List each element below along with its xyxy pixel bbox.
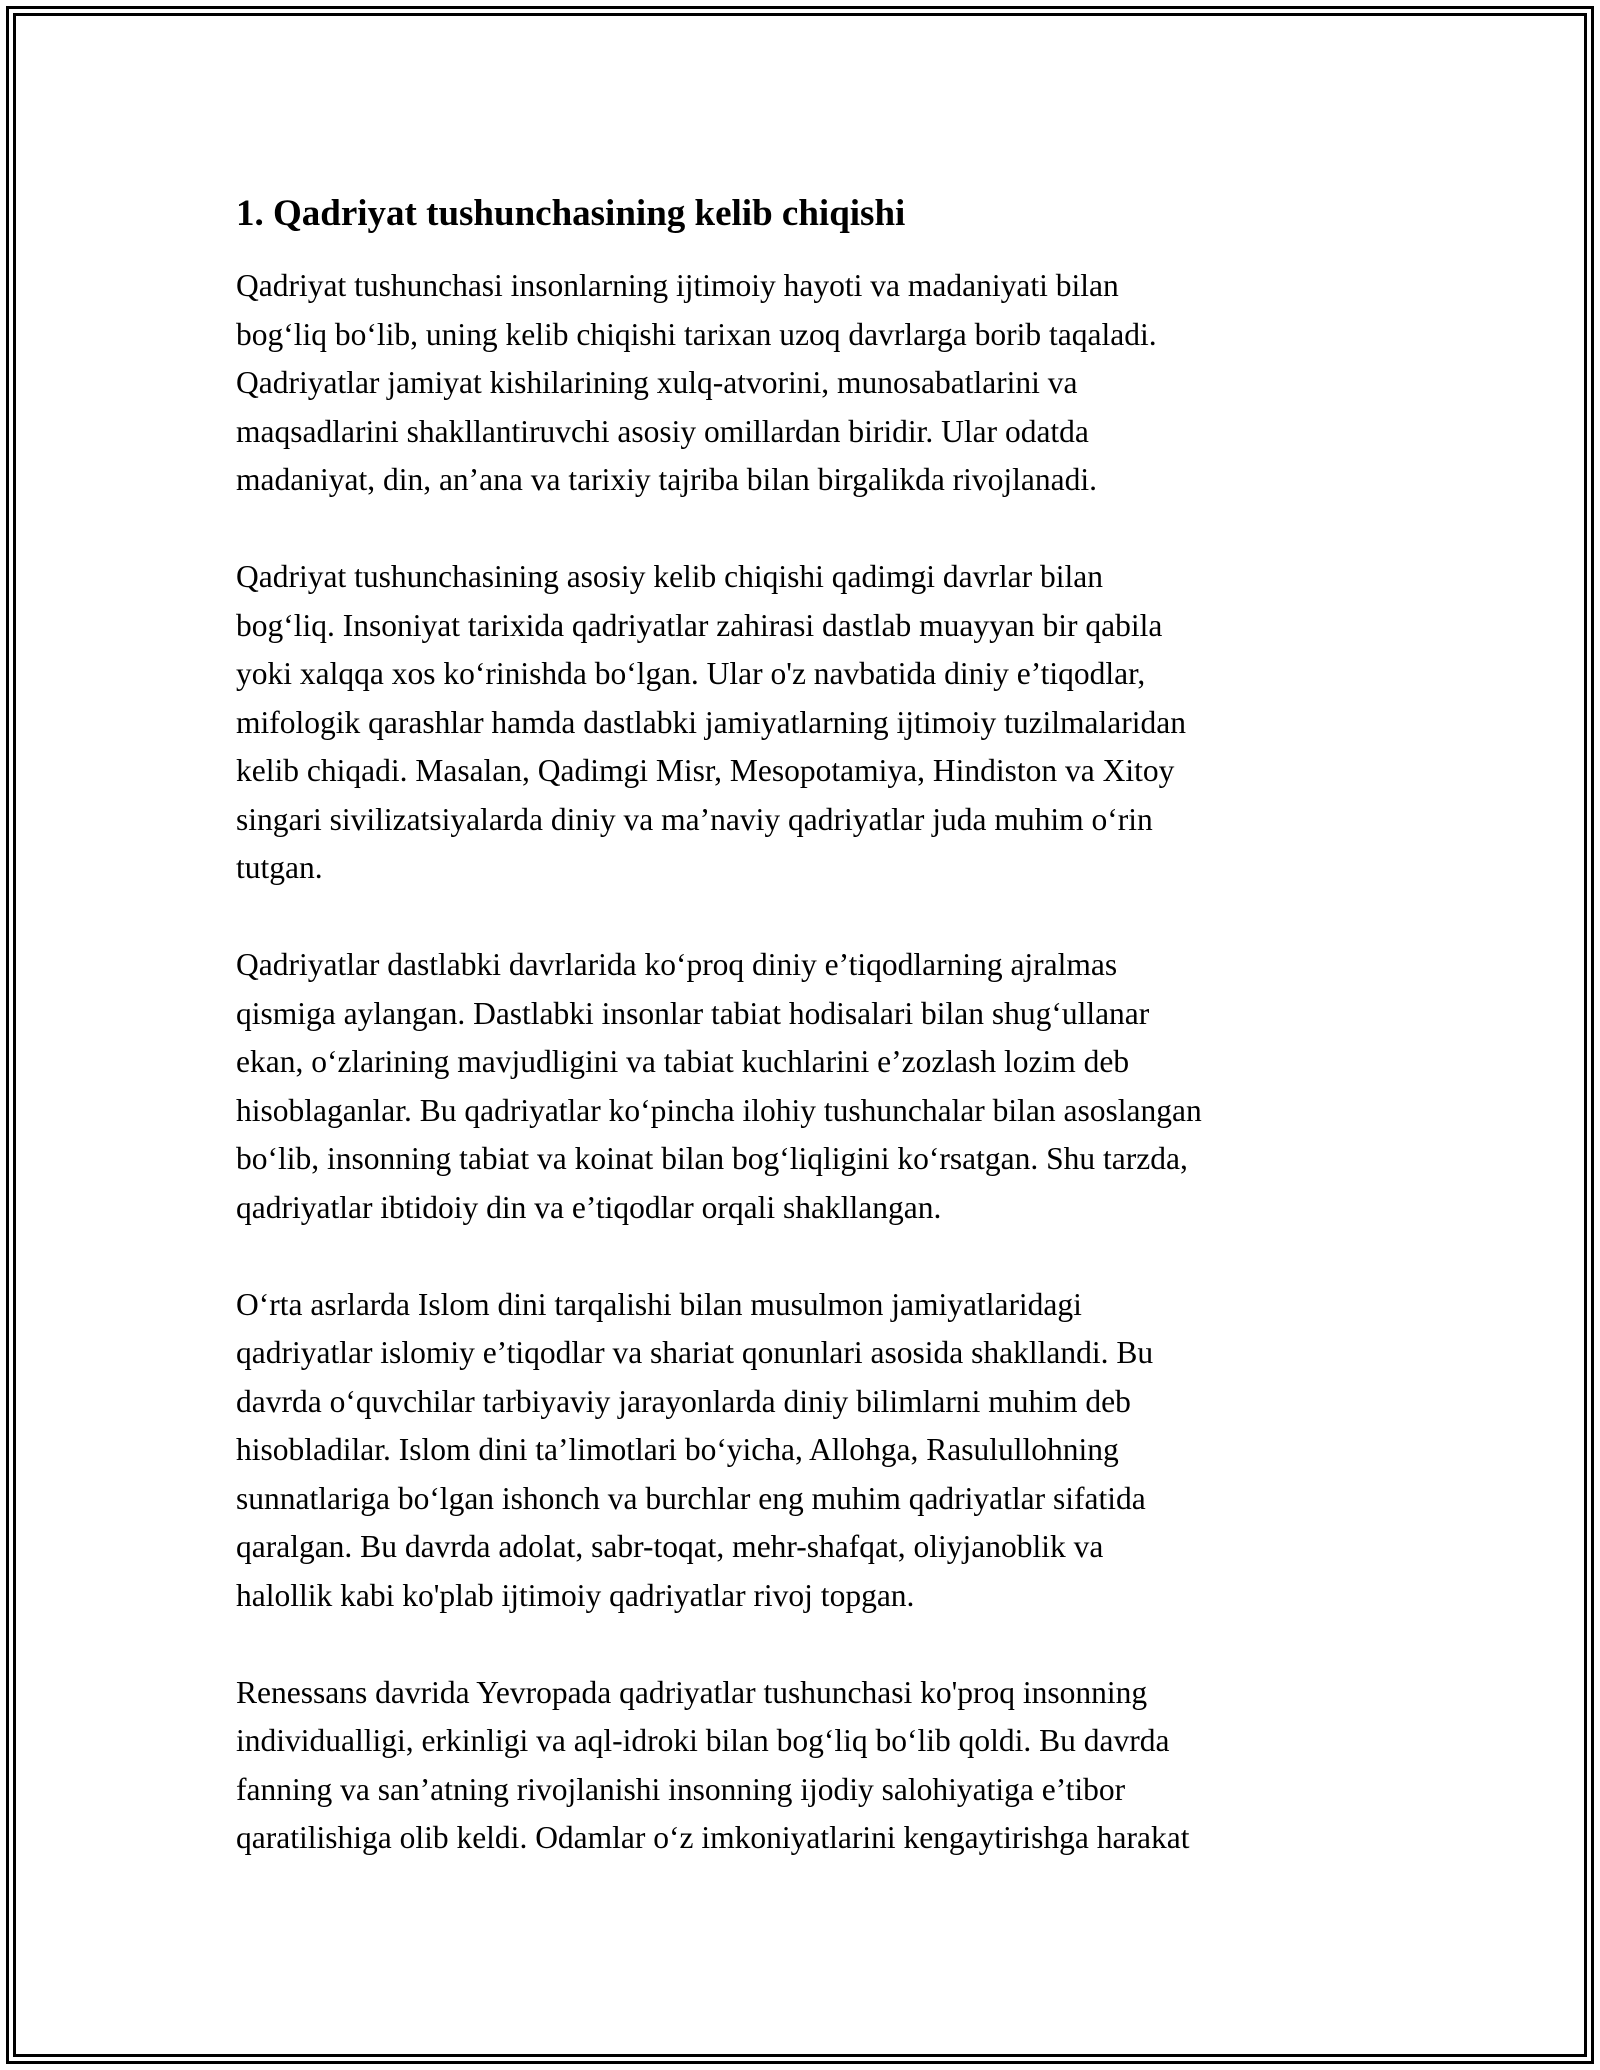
paragraph-renaissance: Renessans davrida Yevropada qadriyatlar tushunchasi ko'proq insonning individualligi, erkinligi va aql-idroki bilan bog‘liq bo‘lib qoldi. Bu davrda fanning va san’atning rivojlanishi insonning ijodiy salohiyatiga e’tibor qaratilishiga olib keldi. Odamlar o‘z imkoniyatlarini kengaytirishga harakat xyxy=(236,1674,1190,1855)
document-body xyxy=(236,190,1366,1911)
paragraph-middle-ages: O‘rta asrlarda Islom dini tarqalishi bilan musulmon jamiyatlaridagi qadriyatlar islomiy e’tiqodlar va shariat qonunlari asosida shakllandi. Bu davrda o‘quvchilar tarbiyaviy jarayonlarda diniy bilimlarni muhim deb hisobladilar. Islom dini ta’limotlari bo‘yicha, Allohga, Rasulullohning sunnatlariga bo‘lgan ishonch va burchlar eng muhim qadriyatlar sifatida qaralgan. Bu davrda adolat, sabr-toqat, mehr-shafqat, oliyjanoblik va halollik kabi ko'plab ijtimoiy qadriyatlar rivoj topgan. xyxy=(236,1286,1154,1613)
section-heading: 1. Qadriyat tushunchasining kelib chiqishi xyxy=(236,193,906,234)
paragraph-origin: Qadriyat tushunchasi insonlarning ijtimoiy hayoti va madaniyati bilan bog‘liq bo‘lib, uning kelib chiqishi tarixan uzoq davrlarga borib taqaladi. Qadriyatlar jamiyat kishilarining xulq-atvorini, munosabatlarini va maqsadlarini shakllantiruvchi asosiy omillardan biridir. Ular odatda madaniyat, din, an’ana va tarixiy tajriba bilan birgalikda rivojlanadi. xyxy=(236,268,1157,497)
paragraph-ancient-times: Qadriyat tushunchasining asosiy kelib chiqishi qadimgi davrlar bilan bog‘liq. Insoniyat tarixida qadriyatlar zahirasi dastlab muayyan bir qabila yoki xalqqa xos ko‘rinishda bo‘lgan. Ular o'z navbatida diniy e’tiqodlar, mifologik qarashlar hamda dastlabki jamiyatlarning ijtimoiy tuzilmalaridan kelib chiqadi. Masalan, Qadimgi Misr, Mesopotamiya, Hindiston va Xitoy singari sivilizatsiyalarda diniy va ma’naviy qadriyatlar juda muhim o‘rin tutgan. xyxy=(236,559,1186,885)
paragraph-religious-beliefs: Qadriyatlar dastlabki davrlarida ko‘proq diniy e’tiqodlarning ajralmas qismiga aylangan. Dastlabki insonlar tabiat hodisalari bilan shug‘ullanar ekan, o‘zlarining mavjudligini va tabiat kuchlarini e’zozlash lozim deb hisoblaganlar. Bu qadriyatlar ko‘pincha ilohiy tushunchalar bilan asoslangan bo‘lib, insonning tabiat va koinat bilan bog‘liqligini ko‘rsatgan. Shu tarzda, qadriyatlar ibtidoiy din va e’tiqodlar orqali shakllangan. xyxy=(236,947,1202,1225)
